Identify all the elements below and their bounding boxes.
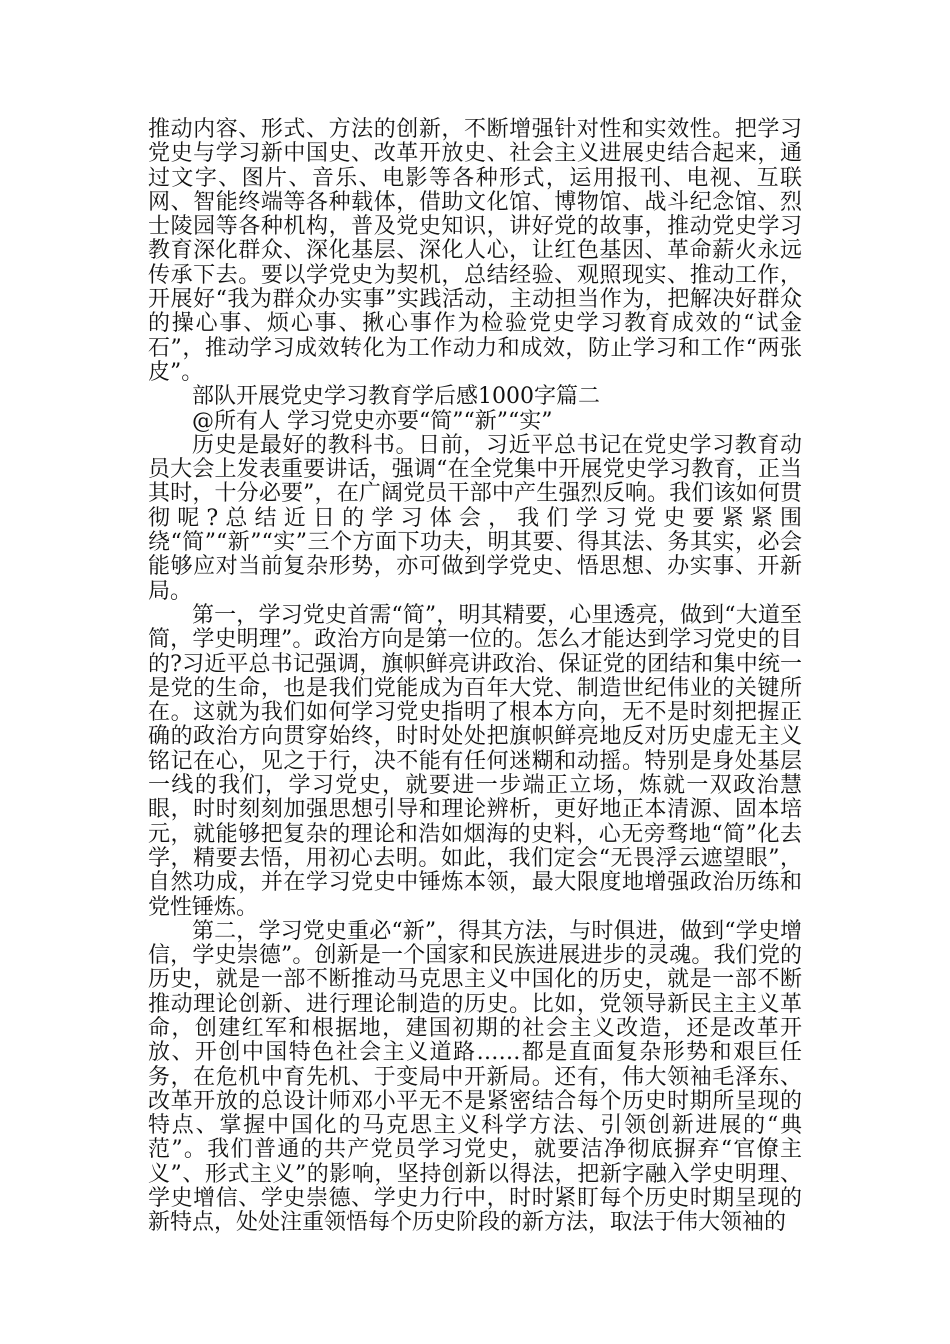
paragraph-intro: 历史是最好的教科书。日前，习近平总书记在党史学习教育动员大会上发表重要讲话，强调“在全党集中开展党史学习教育，正当其时，十分必要”，在广阔党员干部中产生强烈反响。我们该如何贯彻呢?总结近日的学习体会，我们学习党史要紧紧围绕“简”“新”“实”三个方面下功夫，明其要、得其法、务其实，必会能够应对当前复杂形势，亦可做到学党史、悟思想、办实事、开新局。 xyxy=(148,432,802,604)
section-title: 部队开展党史学习教育学后感1000字篇二 xyxy=(192,384,600,410)
document-page xyxy=(148,118,802,1236)
paragraph-first-point: 第一，学习党史首需“简”，明其精要，心里透亮，做到“大道至简，学史明理”。政治方向是第一位的。怎么才能达到学习党史的目的?习近平总书记强调，旗帜鲜亮讲政治、保证党的团结和集中统一是党的生命，也是我们党能成为百年大党、制造世纪伟业的关键所在。这就为我们如何学习党史指明了根本方向，无不是时刻把握正确的政治方向贯穿始终，时时处处把旗帜鲜亮地反对历史虚无主义铭记在心，见之于行，决不能有任何迷糊和动摇。特别是身处基层一线的我们，学习党史，就要进一步端正立场，炼就一双政治慧眼，时时刻刻加强思想引导和理论辨析，更好地正本清源、固本培元，就能够把复杂的理论和浩如烟海的史料，心无旁骛地“简”化去学，精要去悟，用初心去明。如此，我们定会“无畏浮云遮望眼”，自然功成，并在学习党史中锤炼本领，最大限度地增强政治历练和党性锤炼。 xyxy=(148,602,802,920)
article-title: @所有人 学习党史亦要“简”“新”“实” xyxy=(192,408,553,434)
paragraph-second-point: 第二，学习党史重必“新”，得其方法，与时俱进，做到“学史增信，学史崇德”。创新是一个国家和民族进展进步的灵魂。我们党的历史，就是一部不断推动马克思主义中国化的历史，就是一部不断推动理论创新、进行理论制造的历史。比如，党领导新民主主义革命，创建红军和根据地，建国初期的社会主义改造，还是改革开放、开创中国特色社会主义道路……都是直面复杂形势和艰巨任务，在危机中育先机、于变局中开新局。还有，伟大领袖毛泽东、改革开放的总设计师邓小平无不是紧密结合每个历史时期所呈现的特点、掌握中国化的马克思主义科学方法、引领创新进展的“典范”。我们普通的共产党员学习党史，就要洁净彻底摒弃“官僚主义”、形式主义”的影响，坚持创新以得法，把新字融入学史明理、学史增信、学史崇德、学史力行中，时时紧盯每个历史时期呈现的新特点，处处注重领悟每个历史阶段的新方法，取法于伟大领袖的 xyxy=(148,918,802,1236)
paragraph-1: 推动内容、形式、方法的创新，不断增强针对性和实效性。把学习党史与学习新中国史、改革开放史、社会主义进展史结合起来，通过文字、图片、音乐、电影等各种形式，运用报刊、电视、互联网、智能终端等各种载体，借助文化馆、博物馆、战斗纪念馆、烈士陵园等各种机构，普及党史知识，讲好党的故事，推动党史学习教育深化群众、深化基层、深化人心，让红色基因、革命薪火永远传承下去。要以学党史为契机，总结经验、观照现实、推动工作，开展好“我为群众办实事”实践活动，主动担当作为，把解决好群众的操心事、烦心事、揪心事作为检验党史学习教育成效的“试金石”，推动学习成效转化为工作动力和成效，防止学习和工作“两张皮”。 xyxy=(148,117,802,385)
